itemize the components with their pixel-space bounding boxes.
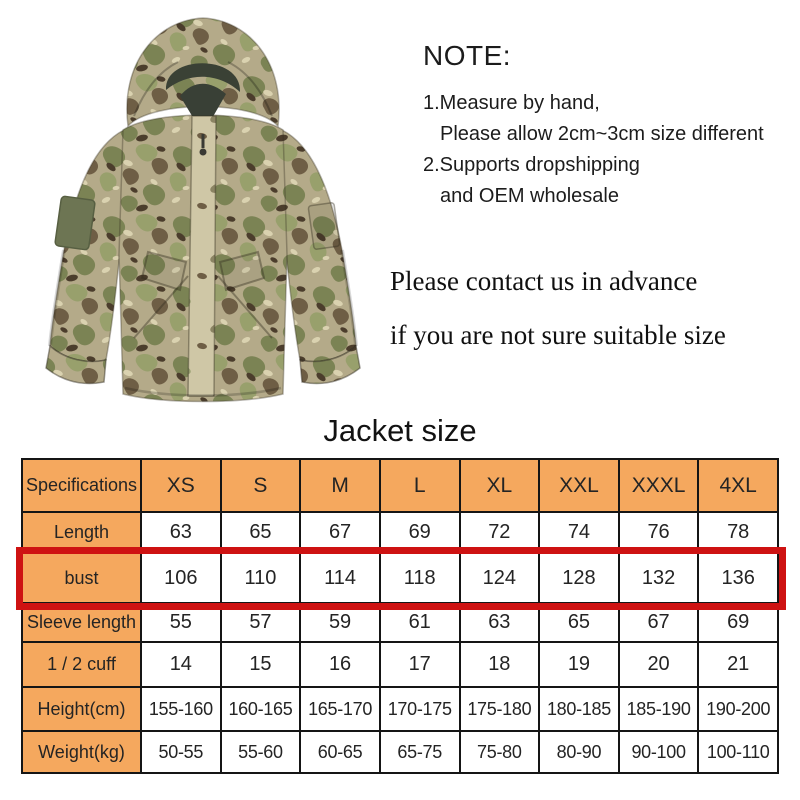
size-value-cell: 69 [698,603,778,642]
size-value-cell: 110 [221,553,301,603]
size-value-cell: 72 [460,512,540,553]
size-value-cell: 160-165 [221,687,301,731]
contact-line-2: if you are not sure suitable size [390,320,726,350]
size-value-cell: 15 [221,642,301,687]
size-value-cell: 18 [460,642,540,687]
note-block [423,40,764,212]
size-value-cell: 185-190 [619,687,699,731]
size-value-cell: 124 [460,553,540,603]
size-value-cell: 74 [539,512,619,553]
velcro-patch [55,196,96,250]
note-item-2: 2.Supports dropshipping [423,154,640,176]
size-value-cell: 155-160 [141,687,221,731]
contact-advisory [390,266,726,374]
size-value-cell: 80-90 [539,731,619,773]
size-value-cell: 128 [539,553,619,603]
note-title: NOTE: [423,40,512,71]
size-value-cell: 75-80 [460,731,540,773]
size-value-cell: 61 [380,603,460,642]
table-row [22,512,778,553]
table-row [22,603,778,642]
size-value-cell: 55-60 [221,731,301,773]
row-label: Length [22,512,141,553]
row-label: bust [22,553,141,603]
size-value-cell: 20 [619,642,699,687]
size-value-cell: 21 [698,642,778,687]
table-row [22,731,778,773]
size-value-cell: 14 [141,642,221,687]
size-value-cell: 100-110 [698,731,778,773]
table-row-highlighted [22,553,778,603]
size-value-cell: 175-180 [460,687,540,731]
size-value-cell: 118 [380,553,460,603]
size-value-cell: 114 [300,553,380,603]
size-value-cell: 132 [619,553,699,603]
size-column-header: 4XL [698,459,778,512]
size-value-cell: 19 [539,642,619,687]
size-value-cell: 170-175 [380,687,460,731]
size-value-cell: 59 [300,603,380,642]
size-value-cell: 136 [698,553,778,603]
size-value-cell: 76 [619,512,699,553]
size-value-cell: 55 [141,603,221,642]
size-column-header: XXL [539,459,619,512]
size-table-wrap [21,458,779,774]
row-label: Weight(kg) [22,731,141,773]
note-item-1: 1.Measure by hand, [423,92,600,114]
size-column-header: M [300,459,380,512]
size-value-cell: 65 [221,512,301,553]
jacket-zipper-placket [188,116,216,396]
size-value-cell: 180-185 [539,687,619,731]
size-value-cell: 190-200 [698,687,778,731]
size-column-header: XS [141,459,221,512]
table-row [22,642,778,687]
note-item-1-continued: Please allow 2cm~3cm size different [440,123,764,145]
size-value-cell: 67 [619,603,699,642]
size-value-cell: 69 [380,512,460,553]
size-value-cell: 67 [300,512,380,553]
jacket-photo [28,4,368,404]
size-value-cell: 63 [141,512,221,553]
row-label: 1 / 2 cuff [22,642,141,687]
row-label: Sleeve length [22,603,141,642]
size-value-cell: 63 [460,603,540,642]
size-table-header-row [22,459,778,512]
size-column-header: S [221,459,301,512]
size-value-cell: 106 [141,553,221,603]
row-label: Height(cm) [22,687,141,731]
size-value-cell: 65 [539,603,619,642]
size-value-cell: 78 [698,512,778,553]
size-value-cell: 65-75 [380,731,460,773]
size-column-header: L [380,459,460,512]
size-chart-title: Jacket size [323,413,477,448]
size-value-cell: 165-170 [300,687,380,731]
size-value-cell: 57 [221,603,301,642]
size-value-cell: 50-55 [141,731,221,773]
size-column-header: XL [460,459,540,512]
size-value-cell: 16 [300,642,380,687]
size-table-corner-cell: Specifications [22,459,141,512]
size-value-cell: 90-100 [619,731,699,773]
sleeve-pocket [308,202,340,249]
size-value-cell: 17 [380,642,460,687]
size-table [21,458,779,774]
table-row [22,687,778,731]
size-column-header: XXXL [619,459,699,512]
size-value-cell: 60-65 [300,731,380,773]
contact-line-1: Please contact us in advance [390,266,698,296]
note-item-2-continued: and OEM wholesale [440,185,619,207]
